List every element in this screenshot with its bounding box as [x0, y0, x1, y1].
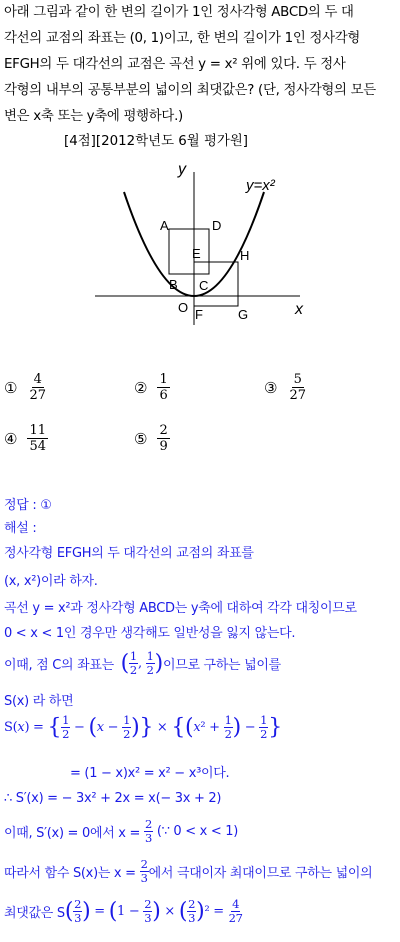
problem-line-1: 아래 그림과 같이 한 변의 길이가 1인 정사각형 ABCD의 두 대 — [4, 5, 354, 20]
solution-line-5: 이때, 점 C의 좌표는 ( 1 2 , 1 2 ) 이므로 구하는 넓이를 — [4, 649, 281, 677]
label-g: G — [238, 307, 249, 322]
solution-line-12: 최댓값은 S ( 2 3 ) = ( 1 − $\frac{2}{3}$ ) × ( 2 3 ) ² = $\frac{4}{27}$ — [4, 897, 243, 925]
axis-label-y: y — [178, 161, 186, 178]
square-abcd — [169, 229, 209, 274]
solution-line-1: 정사각형 EFGH의 두 대각선의 교점의 좌표를 — [4, 546, 254, 561]
curve-label: y=x² — [246, 177, 275, 194]
choice-2[interactable]: ② $\frac{1}{6}$ — [134, 372, 168, 403]
explanation-label: 해설 : — [4, 521, 37, 536]
solution-line-4: 0 < x < 1인 경우만 생각해도 일반성을 잃지 않는다. — [4, 626, 296, 641]
problem-line-3: EFGH의 두 대각선의 교점은 곡선 y = x² 위에 있다. 두 정사 — [4, 57, 346, 72]
label-d: D — [212, 218, 222, 233]
solution-line-11: 따라서 함수 S(x)는 x = $\frac{2}{3}$ 에서 극대이자 최대이므로 구하는 넓이의 — [4, 857, 373, 885]
axis-label-x: x — [295, 301, 303, 318]
label-b: B — [169, 277, 178, 292]
label-e: E — [192, 246, 201, 261]
solution-line-9: ∴ S′(x) = − 3x² + 2x = x(− 3x + 2) — [4, 791, 222, 806]
problem-line-5: 변은 x축 또는 y축에 평행하다.) — [4, 109, 183, 124]
label-a: A — [160, 218, 169, 233]
problem-line-4: 각형의 내부의 공통부분의 넓이의 최댓값은? (단, 정사각형의 모든 — [4, 83, 376, 98]
solution-line-2: (x, x²)이라 하자. — [4, 574, 98, 589]
solution-line-6: S(x) 라 하면 — [4, 694, 74, 709]
choice-4[interactable]: ④ $\frac{11}{54}$ — [4, 423, 46, 454]
solution-line-8: = (1 − x)x² = x² − x³이다. — [70, 766, 230, 781]
label-f: F — [195, 307, 203, 322]
label-c: C — [199, 278, 209, 293]
problem-line-2: 각선의 교점의 좌표는 (0, 1)이고, 한 변의 길이가 1인 정사각형 — [4, 31, 361, 46]
choice-5[interactable]: ⑤ $\frac{2}{9}$ — [134, 423, 168, 454]
problem-text — [4, 0, 398, 130]
choice-3[interactable]: ③ $\frac{5}{27}$ — [264, 372, 306, 403]
figure — [0, 150, 400, 350]
answer-line: 정답 : ① — [4, 498, 52, 513]
solution-line-3: 곡선 y = x²과 정사각형 ABCD는 y축에 대하여 각각 대칭이므로 — [4, 601, 357, 616]
label-origin: O — [178, 300, 189, 315]
problem-source: [4점][2012학년도 6월 평가원] — [64, 134, 249, 149]
solution-line-10: 이때, S′(x) = 0에서 x = $\frac{2}{3}$ (∵ 0 < x < 1) — [4, 817, 239, 845]
solution-line-7: S(x) = { 1 2 − ( x − $\frac{1}{2}$ )} × {( x ² + $\frac{1}{2}$ ) − $\frac{1}{2}$ } — [4, 713, 282, 741]
label-h: H — [240, 248, 250, 263]
choice-1[interactable]: ① $\frac{4}{27}$ — [4, 372, 46, 403]
